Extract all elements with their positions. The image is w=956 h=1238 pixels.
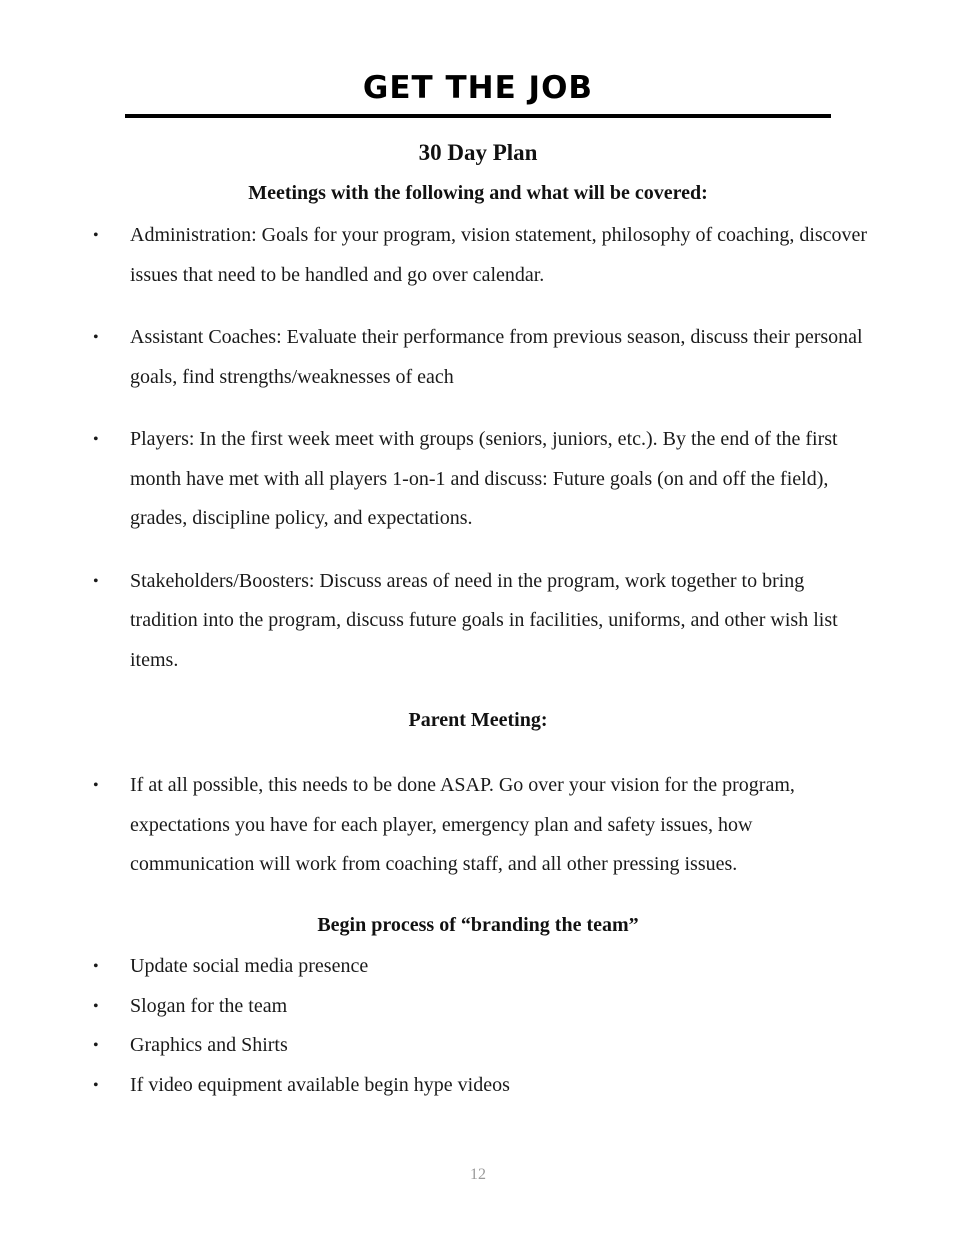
list-item: [0, 947, 870, 987]
list-item: [0, 1066, 870, 1106]
list-item-text: Assistant Coaches: Evaluate their performance from previous season, discuss their personal goals, find strengths/weaknesses of each: [130, 326, 863, 388]
page-number: 12: [470, 1166, 486, 1183]
bullet-icon: •: [93, 1037, 99, 1054]
branding-heading: Begin process of “branding the team”: [317, 914, 639, 936]
list-item: [0, 216, 870, 295]
list-item-text: Players: In the first week meet with groups (seniors, juniors, etc.). By the end of the first month have met with all players 1-on-1 and discuss: Future goals (on and off the field), grades, discipline policy, and expectations.: [130, 428, 838, 529]
bullet-icon: •: [93, 997, 99, 1015]
list-item-text: If video equipment available begin hype videos: [130, 1073, 510, 1096]
bullet-icon: •: [93, 329, 99, 346]
list-item-text: Stakeholders/Boosters: Discuss areas of need in the program, work together to bring tradition into the program, discuss future goals in facilities, uniforms, and other wish list items.: [130, 569, 838, 671]
bullet-icon: •: [93, 958, 99, 975]
branding-list: [0, 947, 870, 1105]
list-item: [0, 766, 870, 885]
meetings-heading: Meetings with the following and what will be covered:: [248, 182, 708, 204]
list-item: [0, 562, 870, 681]
parent-meeting-list: [0, 766, 870, 885]
bullet-icon: •: [93, 572, 99, 590]
list-item-text: Update social media presence: [130, 955, 369, 977]
list-item: [0, 987, 870, 1027]
bullet-icon: •: [93, 1076, 99, 1094]
bullet-icon: •: [93, 227, 99, 244]
list-item-text: If at all possible, this needs to be done ASAP. Go over your vision for the program, expectations you have for each player, emergency plan and safety issues, how communication will work from coaching staff, and all other pressing issues.: [130, 774, 795, 875]
bullet-icon: •: [93, 777, 99, 794]
meetings-list: [0, 216, 870, 703]
list-item-text: Slogan for the team: [130, 994, 288, 1017]
list-item: [0, 1026, 870, 1066]
list-item-text: Administration: Goals for your program, vision statement, philosophy of coaching, discover issues that need to be handled and go over calendar.: [130, 224, 868, 286]
bullet-icon: •: [93, 431, 99, 448]
list-item-text: Graphics and Shirts: [130, 1034, 288, 1056]
plan-title: 30 Day Plan: [418, 140, 538, 165]
parent-meeting-heading: Parent Meeting:: [408, 709, 548, 731]
title-underline: [125, 114, 831, 118]
list-item: [0, 420, 870, 539]
list-item: [0, 318, 870, 397]
page-title: GET THE JOB: [362, 70, 594, 106]
